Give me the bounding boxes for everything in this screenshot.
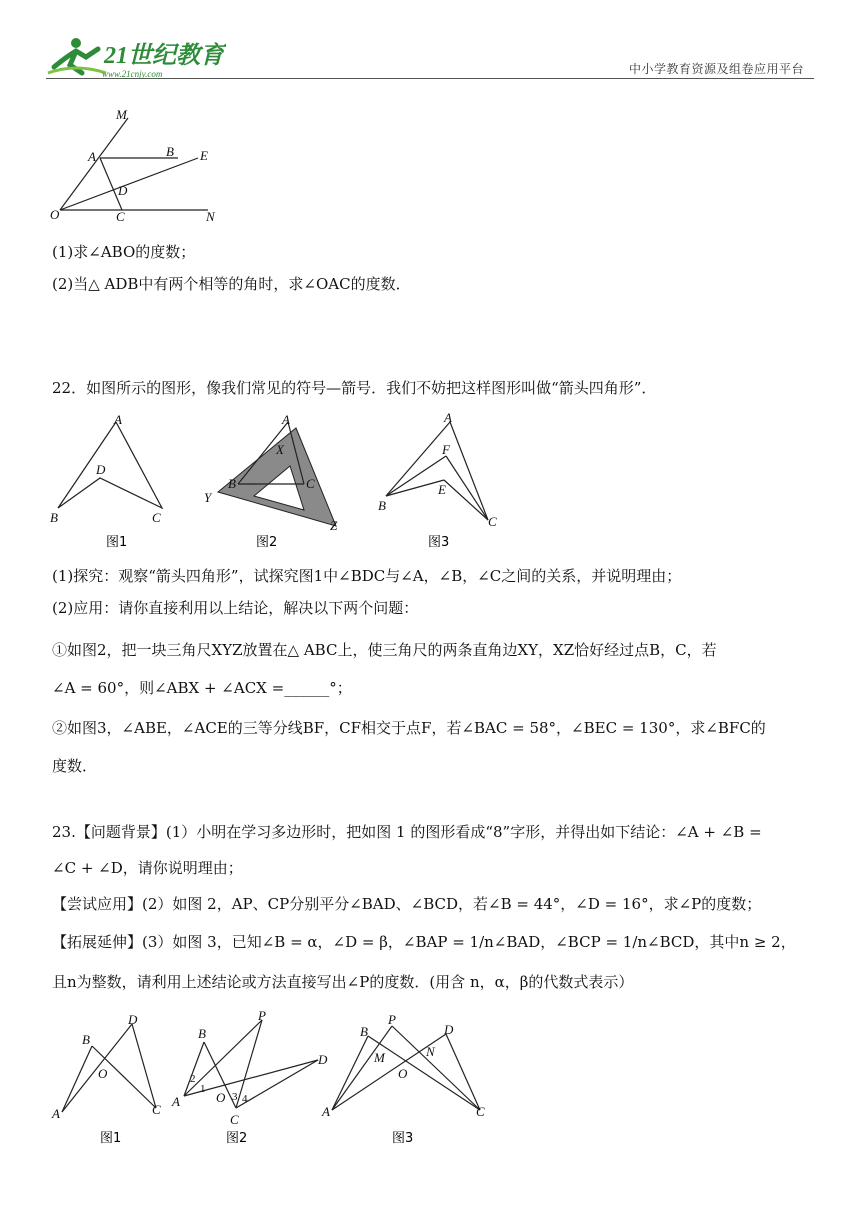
label-C: C	[116, 209, 125, 224]
label-C: C	[152, 510, 161, 525]
q21-figure	[48, 104, 228, 224]
q23-line3: 【尝试应用】(2）如图 2，AP、CP分别平分∠BAD、∠BCD，若∠B = 44°，∠D = 16°，求∠P的度数；	[52, 895, 762, 913]
label-C: C	[230, 1112, 239, 1127]
q22-sub2-line2: 度数．	[52, 757, 98, 775]
q21-part2: (2)当△ ADB中有两个相等的角时，求∠OAC的度数．	[52, 275, 411, 293]
q22-sub1-line2: ∠A = 60°，则∠ABX + ∠ACX =______°；	[52, 679, 352, 697]
label-M: M	[116, 107, 127, 122]
label-O: O	[98, 1066, 108, 1081]
q22-intro: 22．如图所示的图形，像我们常见的符号—箭号．我们不妨把这样图形叫做“箭头四角形”．	[52, 379, 657, 397]
label-Y: Y	[204, 490, 212, 505]
q23-line1: 23.【问题背景】(1）小明在学习多边形时，把如图 1 的图形看成“8”字形，并得出如下结论：∠A + ∠B =	[52, 823, 762, 841]
header-platform-text: 中小学教育资源及组卷应用平台	[628, 62, 804, 76]
figure-caption: 图3	[392, 1131, 414, 1146]
label-D: D	[128, 1012, 138, 1027]
label-A: A	[282, 412, 290, 427]
angle-2-label: 2	[190, 1073, 196, 1085]
q23-figure-2	[168, 1008, 338, 1150]
q22-sub2-line1: ②如图3，∠ABE，∠ACE的三等分线BF，CF相交于点F，若∠BAC = 58°，∠BEC = 130°，求∠BFC的	[52, 719, 766, 737]
q22-figure-2	[196, 410, 356, 552]
label-F: F	[442, 442, 450, 457]
label-B: B	[198, 1026, 206, 1041]
label-C: C	[488, 514, 497, 529]
label-X: X	[276, 442, 284, 457]
logo-url: www.21cnjy.com	[102, 69, 163, 79]
label-E: E	[438, 482, 446, 497]
header-divider	[46, 78, 814, 79]
figure-caption: 图2	[256, 535, 278, 550]
label-C: C	[476, 1104, 485, 1119]
q21-part1: (1)求∠ABO的度数；	[52, 243, 196, 261]
q22-part2: (2)应用：请你直接利用以上结论，解决以下两个问题：	[52, 599, 419, 617]
label-P: P	[388, 1012, 396, 1027]
label-B: B	[378, 498, 386, 513]
label-D: D	[118, 183, 128, 198]
figure-caption: 图3	[428, 535, 450, 550]
q23-line2: ∠C + ∠D，请你说明理由；	[52, 859, 243, 877]
label-Z: Z	[330, 518, 338, 533]
site-logo	[46, 33, 226, 81]
label-N: N	[206, 209, 215, 224]
q23-figure-1	[48, 1010, 178, 1150]
label-B: B	[50, 510, 58, 525]
label-D: D	[318, 1052, 328, 1067]
label-C: C	[152, 1102, 161, 1117]
label-C: C	[306, 476, 315, 491]
label-O: O	[398, 1066, 408, 1081]
label-B: B	[360, 1024, 368, 1039]
angle-3-label: 3	[232, 1091, 238, 1103]
label-O: O	[50, 207, 60, 222]
label-E: E	[200, 148, 208, 163]
label-A: A	[172, 1094, 180, 1109]
runner-logo-icon	[48, 38, 106, 73]
q23-line4: 【拓展延伸】(3）如图 3，已知∠B = α，∠D = β，∠BAP = 1/n∠BAD，∠BCP = 1/n∠BCD，其中n ≥ 2，	[52, 933, 796, 951]
label-D: D	[444, 1022, 454, 1037]
label-M: M	[374, 1050, 385, 1065]
q23-line5: 且n为整数，请利用上述结论或方法直接写出∠P的度数．(用含 n，α，β的代数式表示）	[52, 973, 634, 991]
q22-part1: (1)探究：观察“箭头四角形”，试探究图1中∠BDC与∠A，∠B，∠C之间的关系，并说明理由；	[52, 567, 682, 585]
label-A: A	[114, 412, 122, 427]
angle-1-label: 1	[200, 1083, 206, 1095]
label-P: P	[258, 1008, 266, 1023]
figure-caption: 图1	[100, 1131, 122, 1146]
q22-sub1-line1: ①如图2，把一块三角尺XYZ放置在△ ABC上，使三角尺的两条直角边XY，XZ恰好经过点B，C，若	[52, 641, 717, 659]
angle-4-label: 4	[242, 1093, 248, 1105]
label-B: B	[166, 144, 174, 159]
label-A: A	[322, 1104, 330, 1119]
label-N: N	[426, 1044, 435, 1059]
figure-caption: 图2	[226, 1131, 248, 1146]
label-D: D	[96, 462, 106, 477]
label-A: A	[52, 1106, 60, 1121]
label-A: A	[88, 149, 96, 164]
q22-figure-1	[46, 410, 176, 552]
q23-figure-3	[318, 1010, 498, 1150]
label-B: B	[228, 476, 236, 491]
label-A: A	[444, 410, 452, 425]
label-O: O	[216, 1090, 226, 1105]
q22-figure-3	[370, 408, 510, 552]
logo-text: 21世纪教育	[104, 43, 224, 69]
figure-caption: 图1	[106, 535, 128, 550]
label-B: B	[82, 1032, 90, 1047]
